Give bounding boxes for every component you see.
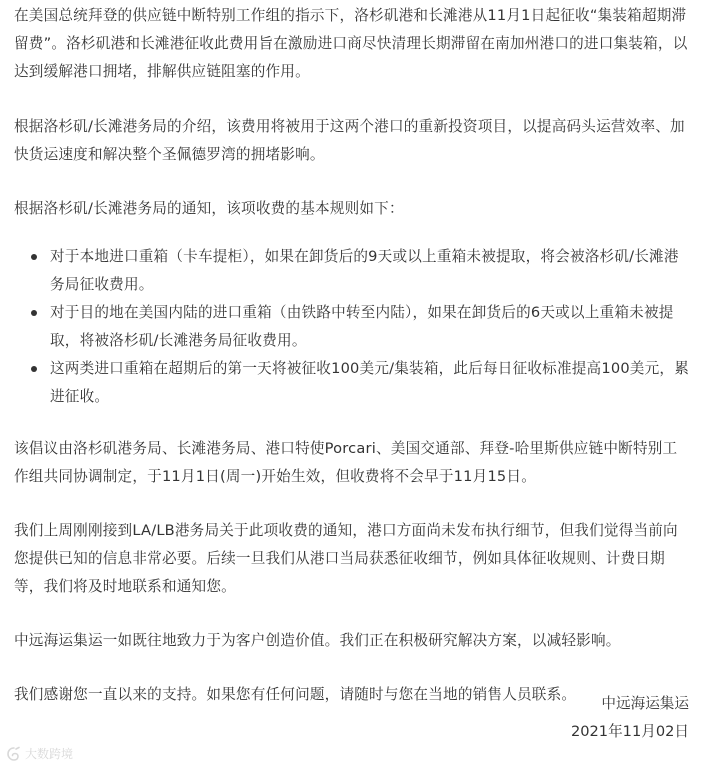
rule-text-fee: 这两类进口重箱在超期后的第一天将被征收100美元/集装箱，此后每日征收标准提高100美元，累进征收。: [50, 360, 689, 405]
signature-company: 中远海运集运: [601, 695, 689, 712]
paragraph-commitment: 中远海运集运一如既往地致力于为客户创造价值。我们正在积极研究解决方案，以减轻影响。: [14, 632, 621, 649]
paragraph-notice: 我们上周刚刚接到LA/LB港务局关于此项收费的通知，港口方面尚未发布执行细节，但我们觉得当前向您提供已知的信息非常必要。后续一旦我们从港口当局获悉征收细节，例如具体征收规则、计费日期等，我们将及时地联系和通知您。: [14, 522, 678, 595]
paragraph-rules-intro: 根据洛杉矶/长滩港务局的通知，该项收费的基本规则如下：: [14, 200, 404, 217]
paragraph-initiative: 该倡议由洛杉矶港务局、长滩港务局、港口特使Porcari、美国交通部、拜登-哈里斯供应链中断特别工作组共同协调制定，于11月1日(周一)开始生效，但收费将不会早于11月15日。: [14, 440, 678, 485]
paragraph-reinvestment: 根据洛杉矶/长滩港务局的介绍，该费用将被用于这两个港口的重新投资项目，以提高码头运营效率、加快货运速度和解决整个圣佩德罗湾的拥堵影响。: [14, 118, 685, 163]
list-item: [14, 299, 692, 355]
rules-list: [14, 243, 692, 411]
bullet-dot-icon: [31, 310, 37, 316]
signature-block: [571, 690, 689, 746]
rule-text-local: 对于本地进口重箱（卡车提柜），如果在卸货后的9天或以上重箱未被提取，将会被洛杉矶/长滩港务局征收费用。: [50, 248, 679, 293]
rule-text-inland: 对于目的地在美国内陆的进口重箱（由铁路中转至内陆），如果在卸货后的6天或以上重箱未被提取，将被洛杉矶/长滩港务局征收费用。: [50, 304, 674, 349]
paragraph-intro: 在美国总统拜登的供应链中断特别工作组的指示下，洛杉矶港和长滩港从11月1日起征收“集装箱超期滞留费”。洛杉矶港和长滩港征收此费用旨在激励进口商尽快清理长期滞留在南加州港口的进口集装箱，以达到缓解港口拥堵，排解供应链阻塞的作用。: [14, 7, 688, 80]
list-item: [14, 243, 692, 299]
watermark-text: 大数跨境: [25, 747, 74, 761]
watermark: [6, 745, 73, 762]
list-item: [14, 355, 692, 411]
signature-date: 2021年11月02日: [570, 723, 689, 740]
paragraph-thanks: 我们感谢您一直以来的支持。如果您有任何问题，请随时与您在当地的销售人员联系。: [14, 686, 577, 703]
logo-swirl-icon: [6, 746, 22, 762]
bullet-dot-icon: [31, 366, 37, 372]
bullet-dot-icon: [31, 254, 37, 260]
article-body: [14, 2, 692, 735]
